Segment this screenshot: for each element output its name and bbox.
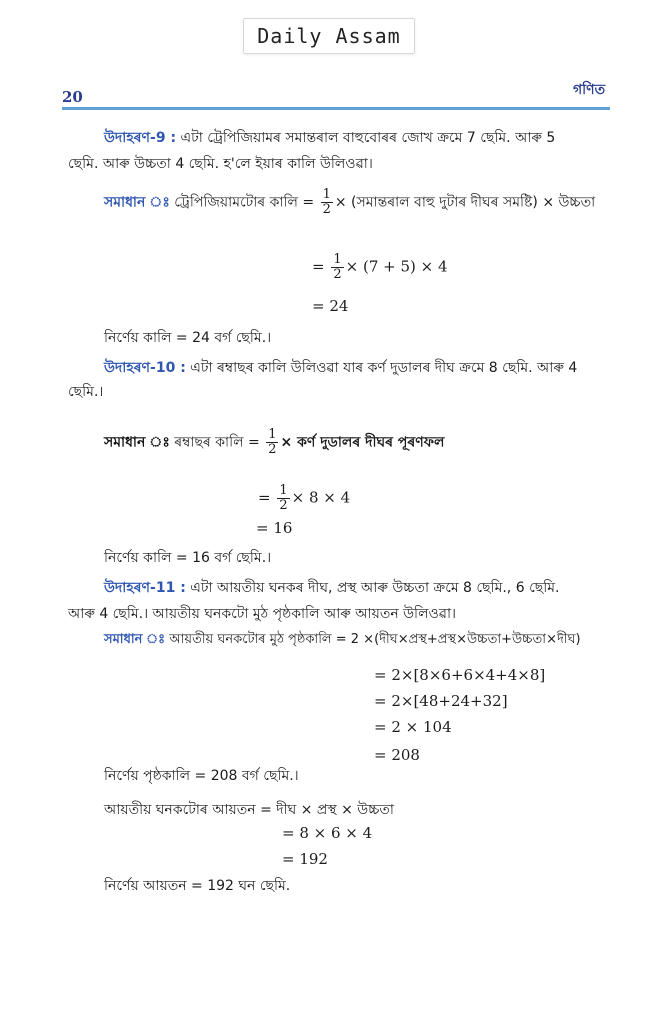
solution-rhs: × কৰ্ণ দুডালৰ দীঘৰ পূৰণফল [280, 434, 445, 451]
example-9-solution [104, 188, 595, 217]
example-10-line1 [104, 356, 577, 380]
example-11-step: = 2 × 104 [374, 718, 452, 736]
example-9-line2: ছেমি. আৰু উচ্চতা 4 ছেমি. হ'লে ইয়াৰ কালি উলিওৱা। [68, 156, 373, 172]
example-10-text1: এটা ৰম্বাছৰ কালি উলিওৱা যাৰ কৰ্ণ দুডালৰ দীঘ ক্ৰমে 8 ছেমি. আৰু 4 [190, 360, 578, 376]
solution-label: সমাধান ঃ [104, 194, 170, 211]
fraction-half: $\frac{1}{2}$ [333, 252, 342, 282]
example-11-step: = 208 [374, 746, 420, 764]
example-9-step1: = $\frac{1}{2}$ × (7 + 5) × 4 [312, 252, 448, 282]
example-11-text1: এটা আয়তীয় ঘনকৰ দীঘ, প্ৰস্থ আৰু উচ্চতা ক্ৰমে 8 ছেমি., 6 ছেমি. [190, 580, 560, 596]
example-11-line1 [104, 576, 559, 600]
example-11-step: = 2×[48+24+32] [374, 692, 508, 710]
fraction-half: $\frac{1}{2}$ [322, 187, 331, 217]
solution-rhs: × (সমান্তৰাল বাহু দুটাৰ দীঘৰ সমষ্টি) × উচ্চতা [334, 194, 596, 211]
example-11-solution [104, 630, 581, 651]
example-10-step1: = $\frac{1}{2}$ × 8 × 4 [258, 483, 351, 513]
example-10-step2: = 16 [256, 519, 293, 537]
example-10-line2: ছেমি.। [68, 384, 104, 400]
example-11-answer-volume: নিৰ্ণেয় আয়তন = 192 ঘন ছেমি. [104, 878, 291, 894]
fraction-half: $\frac{1}{2}$ [279, 483, 288, 513]
example-11-answer-surface: নিৰ্ণেয় পৃষ্ঠকালি = 208 বৰ্গ ছেমি.। [104, 768, 299, 784]
fraction-half: $\frac{1}{2}$ [268, 427, 277, 457]
example-9-label: উদাহৰণ-9 : [104, 130, 177, 146]
example-10-solution [104, 428, 444, 457]
watermark-label: Daily Assam [243, 18, 415, 54]
example-10-answer: নিৰ্ণেয় কালি = 16 বৰ্গ ছেমি.। [104, 550, 272, 566]
example-9-text1: এটা ট্ৰেপিজিয়ামৰ সমান্তৰাল বাহুবোৰৰ জোখ ক্ৰমে 7 ছেমি. আৰু 5 [180, 130, 556, 146]
example-9-answer: নিৰ্ণেয় কালি = 24 বৰ্গ ছেমি.। [104, 330, 272, 346]
subject-title: গণিত [573, 82, 606, 98]
solution-lhs: ৰম্বাছৰ কালি = [174, 434, 260, 451]
example-9-step2: = 24 [312, 297, 349, 315]
solution-lhs: ট্ৰেপিজিয়ামটোৰ কালি = [174, 194, 315, 211]
header-rule [62, 107, 610, 110]
example-10-label: উদাহৰণ-10 : [104, 360, 186, 376]
page-number: 20 [62, 88, 83, 106]
example-11-label: উদাহৰণ-11 : [104, 580, 186, 596]
solution-label: সমাধান ঃ [104, 632, 166, 647]
solution-surface-formula: আয়তীয় ঘনকটোৰ মুঠ পৃষ্ঠকালি = 2 ×(দীঘ×প্ৰস্থ+প্ৰস্থ×উচ্চতা+উচ্চতা×দীঘ) [169, 632, 581, 647]
example-11-volume-step: = 192 [282, 850, 328, 868]
solution-label: সমাধান ঃ [104, 434, 170, 451]
example-11-line2: আৰু 4 ছেমি.। আয়তীয় ঘনকটো মুঠ পৃষ্ঠকালি আৰু আয়তন উলিওৱা। [68, 606, 457, 622]
example-11-step: = 2×[8×6+6×4+4×8] [374, 666, 546, 684]
example-9-line1 [104, 126, 555, 150]
example-11-volume-step: = 8 × 6 × 4 [282, 824, 373, 842]
example-11-volume-formula: আয়তীয় ঘনকটোৰ আয়তন = দীঘ × প্ৰস্থ × উচ্চতা [104, 802, 394, 818]
